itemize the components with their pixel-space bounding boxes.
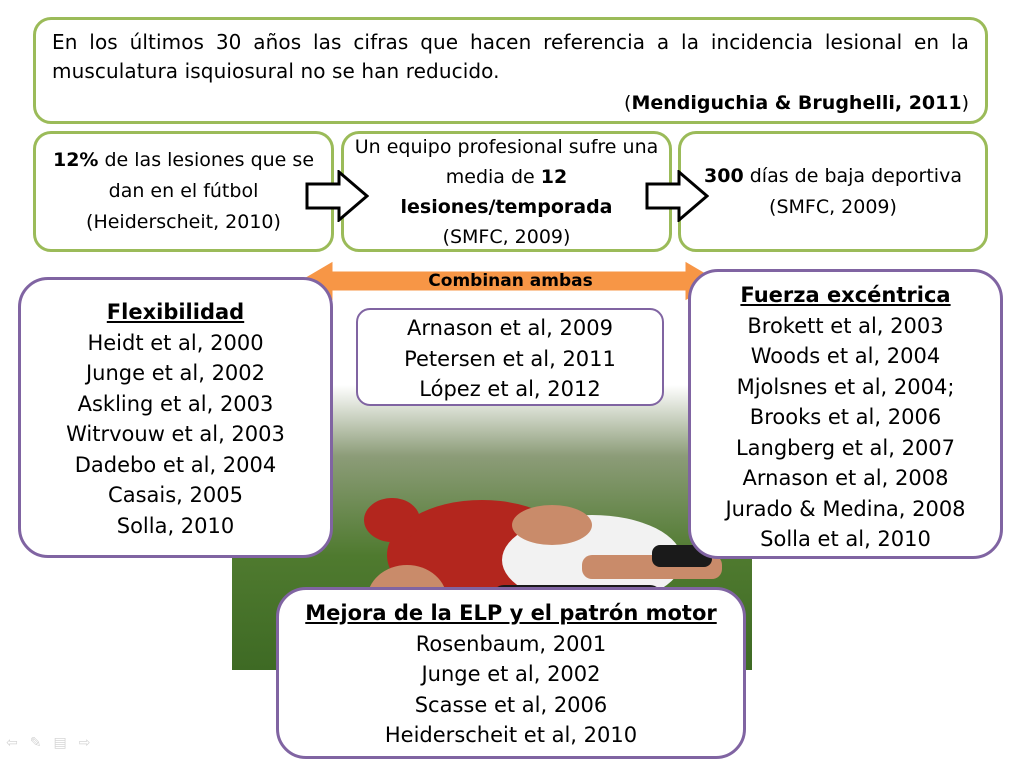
elp-box xyxy=(276,587,746,759)
flexibilidad-box xyxy=(18,277,333,558)
stat-citation: (SMFC, 2009) xyxy=(769,195,897,218)
list-item: Brokett et al, 2003 xyxy=(747,313,944,338)
list-item: Witrvouw et al, 2003 xyxy=(66,422,285,446)
list-item: Heiderscheit et al, 2010 xyxy=(384,723,638,747)
slideshow-nav xyxy=(6,735,90,751)
menu-icon[interactable]: ▤ xyxy=(53,735,67,751)
list-item: Dadebo et al, 2004 xyxy=(74,452,277,477)
stat-citation: (Heiderscheit, 2010) xyxy=(86,211,281,233)
list-item: Rosenbaum, 2001 xyxy=(415,631,607,656)
stat-text: Un equipo profesional sufre una media de 12 lesiones/temporada xyxy=(354,135,659,218)
intro-text: En los últimos 30 años las cifras que hacen referencia a la incidencia lesional en la musculatura isquiosural no se han reducido. xyxy=(52,30,969,83)
list-item: Arnason et al, 2009 xyxy=(407,316,613,340)
intro-box xyxy=(33,17,988,124)
list-item: López et al, 2012 xyxy=(419,377,601,401)
fuerza-excentrica-box xyxy=(688,269,1003,559)
list-item: Heidt et al, 2000 xyxy=(87,330,264,355)
elp-title: Mejora de la ELP y el patrón motor xyxy=(305,601,717,625)
stat-citation: (SMFC, 2009) xyxy=(442,225,571,248)
stat-box-injuries xyxy=(33,131,334,252)
intro-citation: (Mendiguchia & Brughelli, 2011) xyxy=(624,92,969,114)
stat-box-team xyxy=(341,131,672,252)
list-item: Scasse et al, 2006 xyxy=(414,692,608,717)
list-item: Woods et al, 2004 xyxy=(750,344,941,368)
list-item: Junge et al, 2002 xyxy=(85,361,266,385)
list-item: Langberg et al, 2007 xyxy=(735,435,956,460)
stat-box-days xyxy=(678,131,988,252)
stat-text: 300 días de baja deportiva xyxy=(704,164,962,187)
list-item: Solla et al, 2010 xyxy=(760,527,931,551)
combined-studies-box xyxy=(356,308,664,406)
flexibilidad-title: Flexibilidad xyxy=(106,300,245,324)
combinan-label: Combinan ambas xyxy=(428,271,593,291)
list-item: Arnason et al, 2008 xyxy=(742,466,949,490)
list-item: Askling et al, 2003 xyxy=(77,391,274,416)
stat-text: 12% de las lesiones que se dan en el fútbol xyxy=(52,149,315,202)
right-arrow-icon xyxy=(305,170,369,222)
fuerza-title: Fuerza excéntrica xyxy=(740,283,951,307)
list-item: Junge et al, 2002 xyxy=(421,662,601,686)
list-item: Petersen et al, 2011 xyxy=(404,346,616,371)
right-arrow-icon xyxy=(645,170,709,222)
list-item: Casais, 2005 xyxy=(108,483,243,507)
list-item: Solla, 2010 xyxy=(116,513,235,538)
list-item: Jurado & Medina, 2008 xyxy=(725,496,966,521)
list-item: Brooks et al, 2006 xyxy=(749,405,942,429)
back-arrow-icon[interactable]: ⇦ xyxy=(6,735,18,751)
list-item: Mjolsnes et al, 2004; xyxy=(736,374,955,399)
forward-arrow-icon[interactable]: ⇨ xyxy=(78,735,91,751)
pen-icon[interactable]: ✎ xyxy=(29,735,42,751)
